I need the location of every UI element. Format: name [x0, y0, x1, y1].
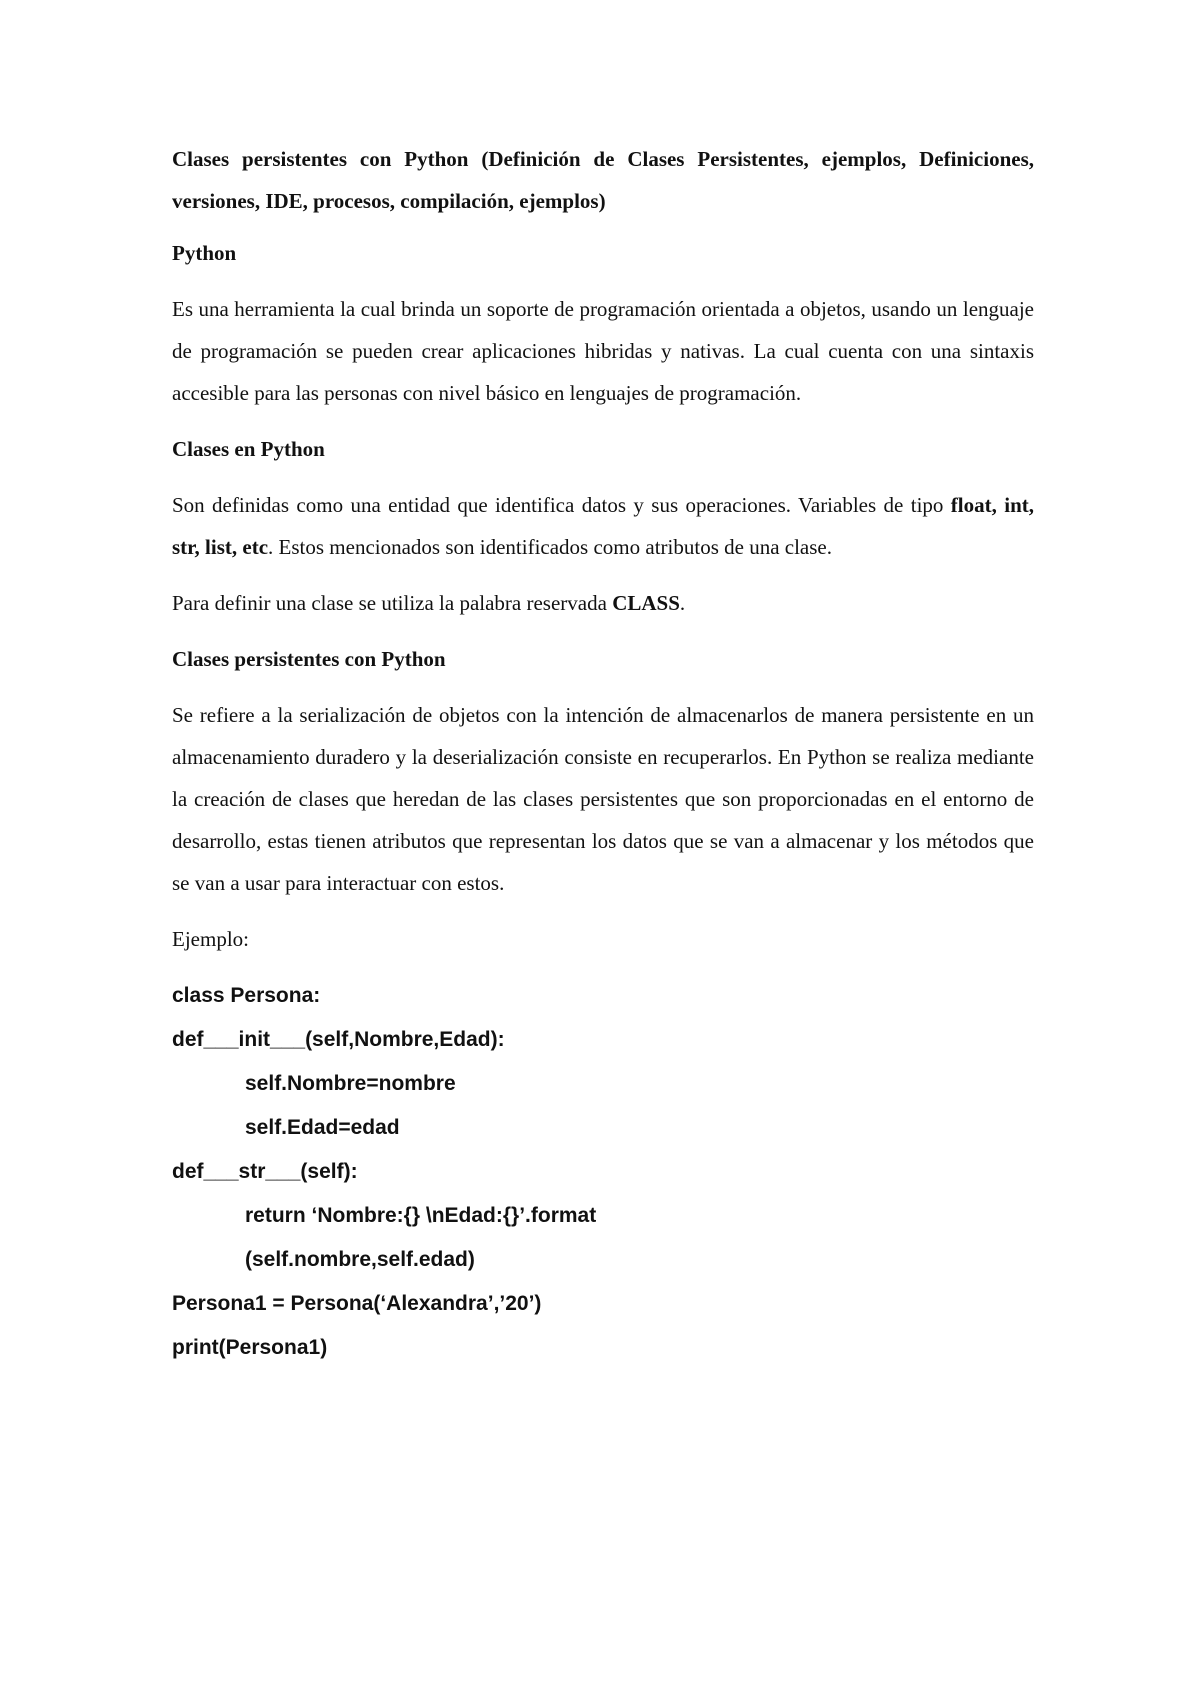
class-text-after: . [679, 591, 686, 615]
heading-clases-persistentes: Clases persistentes con Python [172, 647, 446, 671]
paragraph-clases-en-python [172, 484, 1034, 568]
document-title: Clases persistentes con Python (Definición de Clases Persistentes, ejemplos, Definiciones, versiones, IDE, procesos, compilación, ejemplos) [172, 147, 1034, 213]
class-keyword-bold: CLASS [612, 591, 680, 615]
code-line: Persona1 = Persona(‘Alexandra’,’20’) [172, 1292, 542, 1315]
clases-types-bold: float, int, str, list, etc [172, 493, 1035, 559]
heading-clases-en-python: Clases en Python [172, 437, 325, 461]
heading-python: Python [172, 241, 237, 265]
code-example [172, 974, 1034, 1370]
code-line: self.Nombre=nombre [245, 1072, 456, 1095]
code-line: def___init___(self,Nombre,Edad): [172, 1028, 505, 1051]
paragraph-python: Es una herramienta la cual brinda un soporte de programación orientada a objetos, usando un lenguaje de programación se pueden crear aplicaciones hibridas y nativas. La cual cuenta con una sintaxis accesible para las personas con nivel básico en lenguajes de programación. [172, 297, 1034, 405]
code-line: (self.nombre,self.edad) [245, 1248, 475, 1271]
class-text-before: Para definir una clase se utiliza la palabra reservada [172, 591, 613, 615]
example-label: Ejemplo: [172, 927, 249, 951]
code-line: print(Persona1) [172, 1336, 328, 1359]
paragraph-class-keyword [172, 582, 1034, 624]
clases-text-after: . Estos mencionados son identificados como atributos de una clase. [268, 535, 832, 559]
code-line: class Persona: [172, 984, 321, 1007]
document-page [172, 138, 1034, 1370]
code-line: self.Edad=edad [245, 1116, 400, 1139]
code-line: def___str___(self): [172, 1160, 358, 1183]
clases-text-before: Son definidas como una entidad que identifica datos y sus operaciones. Variables de tipo [172, 493, 951, 517]
paragraph-clases-persistentes: Se refiere a la serialización de objetos con la intención de almacenarlos de manera persistente en un almacenamiento duradero y la deserialización consiste en recuperarlos. En Python se realiza mediante la creación de clases que heredan de las clases persistentes que son proporcionadas en el entorno de desarrollo, estas tienen atributos que representan los datos que se van a almacenar y los métodos que se van a usar para interactuar con estos. [172, 703, 1034, 895]
code-line: return ‘Nombre:{} \nEdad:{}’.format [245, 1204, 597, 1227]
